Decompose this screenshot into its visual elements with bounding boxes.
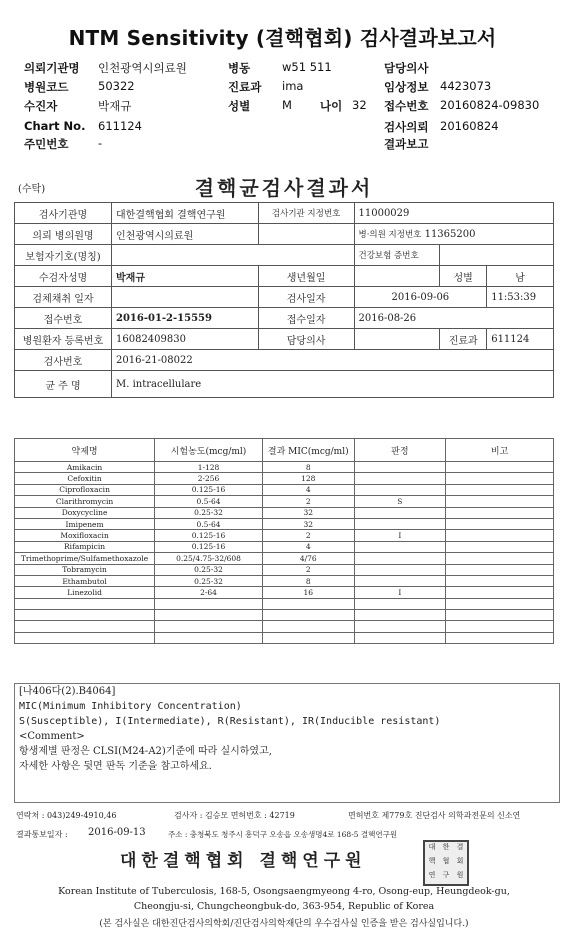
note-line: 자세한 사항은 뒷면 판독 기준을 참고하세요. xyxy=(19,761,212,772)
table-cell: S xyxy=(354,496,446,507)
table-cell xyxy=(354,473,446,484)
label: 검체채취 일자 xyxy=(15,287,112,308)
label: 병원환자 등록번호 xyxy=(15,329,112,350)
label: 생년월일 xyxy=(258,266,354,287)
table-cell: 16 xyxy=(262,587,354,598)
seal-char: 원 xyxy=(456,871,464,879)
label: 진료과 xyxy=(440,329,487,350)
table-cell: 2-64 xyxy=(155,587,263,598)
table-cell: 0.125-16 xyxy=(155,484,263,495)
test-no: 2016-21-08022 xyxy=(112,350,554,371)
scan-title: 결핵균검사결과서 xyxy=(194,176,374,200)
reg-no: 16082409830 xyxy=(112,329,259,350)
test-date: 2016-09-06 xyxy=(354,287,487,308)
table-cell: Moxifloxacin xyxy=(15,530,155,541)
label: 접수번호 xyxy=(15,308,112,329)
table-cell: 8 xyxy=(262,575,354,586)
table-cell: 128 xyxy=(262,473,354,484)
table-row xyxy=(15,530,554,541)
header-label: Chart No. xyxy=(24,119,86,133)
table-cell: Amikacin xyxy=(15,462,155,473)
table-cell: Ciprofloxacin xyxy=(15,484,155,495)
org-name: 대한결핵협회 결핵연구원 xyxy=(120,851,367,871)
table-cell xyxy=(446,598,554,609)
header-label: 접수번호 xyxy=(384,99,429,113)
table-cell xyxy=(15,621,155,632)
table-cell xyxy=(446,496,554,507)
table-cell: 0.25-32 xyxy=(155,507,263,518)
organism: M. intracellulare xyxy=(112,371,554,398)
disclaimer: (본 검사실은 대한진단검사의학회/진단검사의학재단의 우수검사실 인증을 받은 검사실입니다.) xyxy=(99,919,469,929)
seal-char: 결 xyxy=(456,843,464,851)
header-value: 박재규 xyxy=(98,99,132,113)
table-cell: Tobramycin xyxy=(15,564,155,575)
table-cell xyxy=(155,632,263,643)
header-label: 의뢰기관명 xyxy=(24,61,80,75)
table-cell xyxy=(446,484,554,495)
license: 면허번호 제779호 진단검사 의학과전문의 신소연 xyxy=(348,811,521,820)
sex: 남 xyxy=(487,266,554,287)
table-cell xyxy=(354,484,446,495)
contact: 연락처 : 043)249-4910,46 xyxy=(16,811,117,820)
table-cell xyxy=(354,462,446,473)
header-label: 담당의사 xyxy=(384,61,429,75)
label: 검사기관 지정번호 xyxy=(258,203,354,224)
table-cell xyxy=(262,598,354,609)
table-cell: I xyxy=(354,587,446,598)
header-value: 20160824 xyxy=(440,119,499,133)
table-row xyxy=(15,507,554,518)
table-cell xyxy=(262,610,354,621)
table-cell xyxy=(15,610,155,621)
table-cell xyxy=(354,575,446,586)
table-cell xyxy=(354,541,446,552)
table-row xyxy=(15,473,554,484)
header-value: 20160824-09830 xyxy=(440,98,540,112)
scanned-report xyxy=(8,168,560,940)
table-cell: Rifampicin xyxy=(15,541,155,552)
seal-char: 회 xyxy=(456,857,464,865)
label: 수검자성명 xyxy=(15,266,112,287)
seal-char: 협 xyxy=(442,857,450,865)
table-cell: Ethambutol xyxy=(15,575,155,586)
label: 담당의사 xyxy=(258,329,354,350)
table-cell xyxy=(446,507,554,518)
table-cell: 0.25-32 xyxy=(155,575,263,586)
table-cell xyxy=(446,587,554,598)
table-cell xyxy=(155,610,263,621)
age-label: 나이 xyxy=(320,99,343,113)
table-cell: I xyxy=(354,530,446,541)
table-row xyxy=(15,587,554,598)
patient-name: 박재규 xyxy=(112,266,259,287)
note-line: [나406다(2).B4064] xyxy=(19,686,116,697)
header-label: 진료과 xyxy=(228,80,262,94)
note-line: S(Susceptible), I(Intermediate), R(Resistant), IR(Inducible resistant) xyxy=(19,716,441,727)
label: 성별 xyxy=(440,266,487,287)
report-date-label: 결과통보일자 : xyxy=(16,830,68,839)
table-cell: 0.5-64 xyxy=(155,496,263,507)
table-cell: 4 xyxy=(262,541,354,552)
table-row xyxy=(15,598,554,609)
table-cell xyxy=(354,564,446,575)
table-cell: Linezolid xyxy=(15,587,155,598)
header-label: 병동 xyxy=(228,61,251,75)
label: 보험자기호(명칭) xyxy=(15,245,112,266)
table-cell xyxy=(354,553,446,564)
table-cell xyxy=(354,507,446,518)
mic-table xyxy=(14,438,554,644)
table-cell xyxy=(446,473,554,484)
consignment-tag: (수탁) xyxy=(18,184,46,195)
address-en-1: Korean Institute of Tuberculosis, 168-5, Osongsaengmyeong 4-ro, Osong-eup, Heungdeok-gu, xyxy=(58,886,510,897)
table-cell: Cefoxitin xyxy=(15,473,155,484)
table-cell: 2-256 xyxy=(155,473,263,484)
address-en-2: Cheongju-si, Chungcheongbuk-do, 363-954, Republic of Korea xyxy=(133,901,435,912)
seal-char: 한 xyxy=(442,843,450,851)
table-cell xyxy=(354,632,446,643)
table-cell: 1-128 xyxy=(155,462,263,473)
table-cell xyxy=(446,530,554,541)
table-row xyxy=(15,575,554,586)
table-cell: 2 xyxy=(262,530,354,541)
header-label: 검사의뢰 xyxy=(384,120,429,134)
table-cell xyxy=(446,462,554,473)
table-cell xyxy=(446,541,554,552)
label: 검사일자 xyxy=(258,287,354,308)
seal-char: 구 xyxy=(442,871,450,879)
inspector: 검사자 : 김승모 면허번호 : 42719 xyxy=(174,811,295,820)
address-kr: 주소 : 충청북도 청주시 흥덕구 오송읍 오송생명4로 168-5 결핵연구원 xyxy=(168,830,398,839)
table-cell: 32 xyxy=(262,507,354,518)
note-line: MIC(Minimum Inhibitory Concentration) xyxy=(19,701,242,712)
table-row xyxy=(15,518,554,529)
seal-char: 대 xyxy=(428,843,436,851)
table-cell: 0.125-16 xyxy=(155,530,263,541)
header-label: 성별 xyxy=(228,99,251,113)
table-cell xyxy=(446,621,554,632)
header-label: 임상정보 xyxy=(384,80,429,94)
header-value: - xyxy=(98,136,103,150)
table-cell: Doxycycline xyxy=(15,507,155,518)
table-row xyxy=(15,621,554,632)
note-line: <Comment> xyxy=(19,731,85,742)
table-cell xyxy=(446,575,554,586)
hosp-name: 인천광역시의료원 xyxy=(112,224,259,245)
table-row xyxy=(15,484,554,495)
table-cell xyxy=(446,553,554,564)
label: 의뢰 병의원명 xyxy=(15,224,112,245)
header-value: ima xyxy=(282,79,304,93)
table-row xyxy=(15,553,554,564)
table-row xyxy=(15,541,554,552)
receipt-no: 2016-01-2-15559 xyxy=(112,308,259,329)
table-cell: 0.125-16 xyxy=(155,541,263,552)
header-label: 주민번호 xyxy=(24,137,69,151)
table-cell xyxy=(15,632,155,643)
header-value: w51 511 xyxy=(282,60,332,74)
column-header: 판정 xyxy=(354,439,446,462)
table-cell: 2 xyxy=(262,564,354,575)
column-header: 시험농도(mcg/ml) xyxy=(155,439,263,462)
table-cell: Imipenem xyxy=(15,518,155,529)
table-cell: Trimethoprime/Sulfamethoxazole xyxy=(15,553,155,564)
header-label: 결과보고 xyxy=(384,137,429,151)
table-cell xyxy=(446,610,554,621)
table-cell: 4 xyxy=(262,484,354,495)
label: 건강보험 증번호 xyxy=(354,245,440,266)
header-label: 수진자 xyxy=(24,99,58,113)
table-cell xyxy=(354,598,446,609)
table-row xyxy=(15,462,554,473)
header-value: M xyxy=(282,98,292,112)
header-value: 4423073 xyxy=(440,79,492,93)
table-cell: Clarithromycin xyxy=(15,496,155,507)
table-cell: 2 xyxy=(262,496,354,507)
report-date: 2016-09-13 xyxy=(88,827,146,838)
table-cell xyxy=(446,632,554,643)
dept: 611124 xyxy=(487,329,554,350)
label: 검사번호 xyxy=(15,350,112,371)
column-header: 비고 xyxy=(446,439,554,462)
table-cell xyxy=(354,518,446,529)
label: 균 주 명 xyxy=(15,371,112,398)
label: 검사기관명 xyxy=(15,203,112,224)
table-cell xyxy=(15,598,155,609)
inst-no: 11000029 xyxy=(354,203,554,224)
header-value: 인천광역시의료원 xyxy=(98,61,187,75)
table-cell: 0.5-64 xyxy=(155,518,263,529)
table-cell: 8 xyxy=(262,462,354,473)
header-value: 50322 xyxy=(98,79,135,93)
seal-char: 연 xyxy=(428,871,436,879)
table-row xyxy=(15,610,554,621)
age-value: 32 xyxy=(352,98,367,112)
table-cell xyxy=(354,610,446,621)
column-header: 약제명 xyxy=(15,439,155,462)
table-cell xyxy=(446,518,554,529)
table-row xyxy=(15,632,554,643)
table-cell xyxy=(155,598,263,609)
official-seal xyxy=(423,840,469,886)
hosp-no: 11365200 xyxy=(424,229,476,240)
table-cell: 0.25-32 xyxy=(155,564,263,575)
label: 병·의원 지정번호 xyxy=(358,230,422,240)
test-time: 11:53:39 xyxy=(487,287,554,308)
column-header: 결과 MIC(mcg/ml) xyxy=(262,439,354,462)
report-title: NTM Sensitivity (결핵협회) 검사결과보고서 xyxy=(68,26,497,50)
info-table xyxy=(14,202,554,398)
label: 접수일자 xyxy=(258,308,354,329)
table-cell: 4/76 xyxy=(262,553,354,564)
table-row xyxy=(15,496,554,507)
table-row xyxy=(15,564,554,575)
table-cell xyxy=(354,621,446,632)
receipt-date: 2016-08-26 xyxy=(354,308,554,329)
table-cell: 32 xyxy=(262,518,354,529)
table-cell xyxy=(262,632,354,643)
inst-name: 대한결핵협회 결핵연구원 xyxy=(112,203,259,224)
note-line: 항생제별 판정은 CLSI(M24-A2)기준에 따라 실시하였고, xyxy=(19,746,272,757)
table-cell: 0.25/4.75-32/608 xyxy=(155,553,263,564)
seal-char: 핵 xyxy=(428,857,436,865)
header-value: 611124 xyxy=(98,119,142,133)
table-cell xyxy=(155,621,263,632)
notes-box xyxy=(14,683,560,803)
header-label: 병원코드 xyxy=(24,80,69,94)
table-cell xyxy=(446,564,554,575)
table-cell xyxy=(262,621,354,632)
